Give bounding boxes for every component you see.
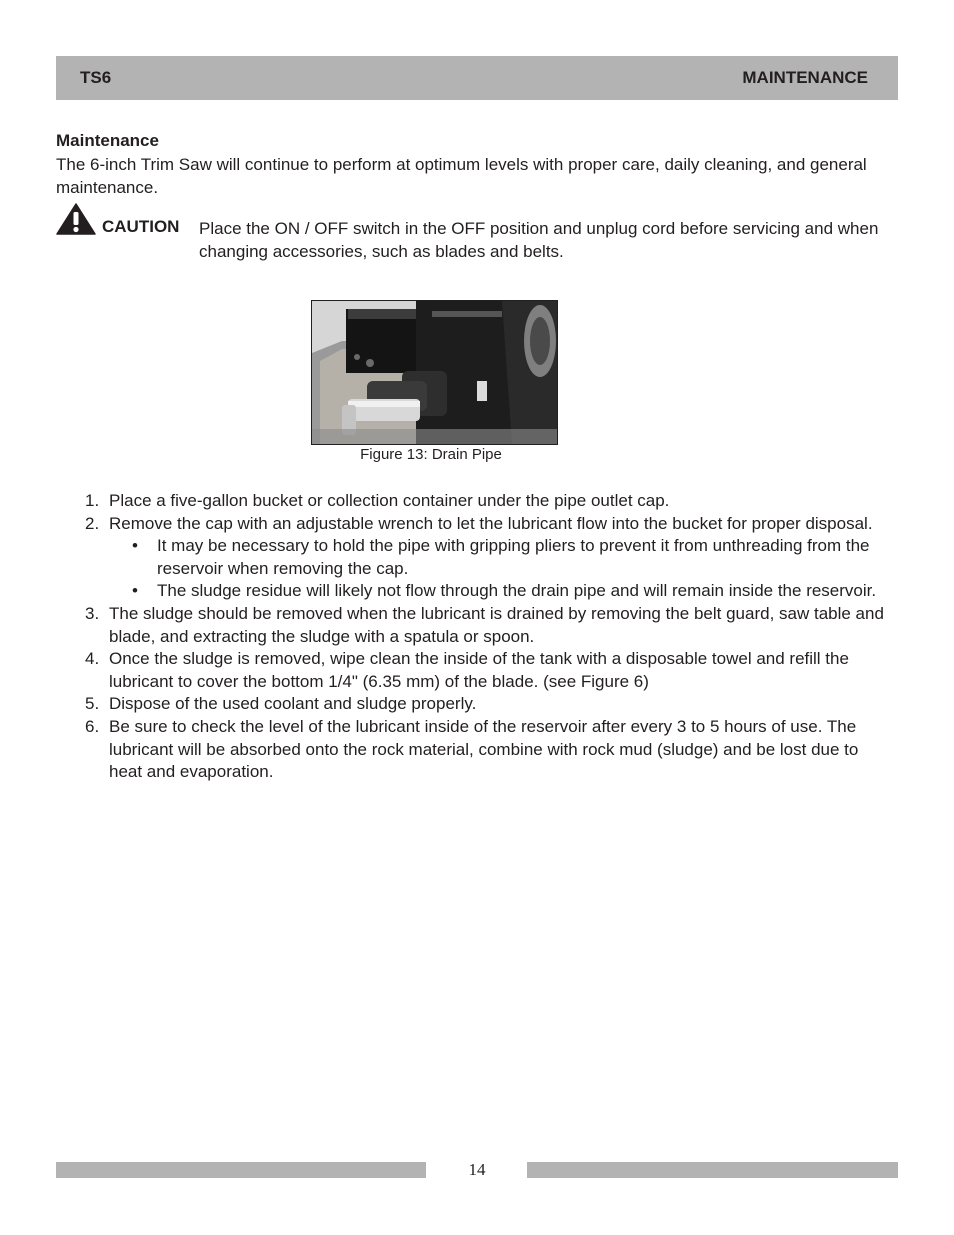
list-item <box>56 513 896 536</box>
step-number: 2. <box>85 513 100 533</box>
sub-bullet-text: It may be necessary to hold the pipe with gripping pliers to prevent it from unthreading from the reservoir when removing the cap. <box>157 536 870 578</box>
step-number: 6. <box>85 716 100 736</box>
list-item <box>56 603 896 648</box>
sub-bullet-item <box>56 535 896 580</box>
list-item <box>56 716 896 784</box>
caution-label: CAUTION <box>102 217 180 236</box>
footer-bar-right <box>527 1162 898 1178</box>
bullet-icon: • <box>132 536 138 556</box>
sub-bullet-item <box>56 580 896 603</box>
page-number: 14 <box>468 1160 486 1179</box>
maintenance-steps-list <box>56 490 896 784</box>
step-text: Place a five-gallon bucket or collection container under the pipe outlet cap. <box>109 491 670 510</box>
list-item <box>56 490 896 513</box>
sub-bullet-text: The sludge residue will likely not flow through the drain pipe and will remain inside the reservoir. <box>157 581 877 601</box>
step-text: The sludge should be removed when the lubricant is drained by removing the belt guard, saw table and blade, and extracting the sludge with a spatula or spoon. <box>109 603 884 646</box>
list-item <box>56 648 896 693</box>
figure-caption: Figure 13: Drain Pipe <box>360 446 502 463</box>
step-text: Remove the cap with an adjustable wrench to let the lubricant flow into the bucket for proper disposal. <box>109 513 873 533</box>
step-number: 5. <box>85 694 100 714</box>
footer-bar-left <box>56 1162 426 1178</box>
model-name: TS6 <box>80 68 112 87</box>
warning-triangle-icon <box>56 203 96 235</box>
section-name: MAINTENANCE <box>742 68 868 87</box>
step-number: 4. <box>85 649 100 669</box>
header-bar <box>56 56 898 100</box>
drain-pipe-photo <box>311 300 558 445</box>
step-text: Dispose of the used coolant and sludge properly. <box>109 694 477 714</box>
step-number: 1. <box>85 491 100 510</box>
page-title: Maintenance <box>56 131 159 150</box>
step-text: Once the sludge is removed, wipe clean the inside of the tank with a disposable towel and refill the lubricant to cover the bottom 1/4" (6.35 mm) of the blade. (see Figure 6) <box>109 649 849 691</box>
caution-text: Place the ON / OFF switch in the OFF position and unplug cord before servicing and when changing accessories, such as blades and belts. <box>199 219 879 261</box>
step-text: Be sure to check the level of the lubricant inside of the reservoir after every 3 to 5 hours of use. The lubricant will be absorbed onto the rock material, combine with rock mud (sludge) and be lost due to heat and evaporation. <box>109 716 859 782</box>
intro-paragraph: The 6-inch Trim Saw will continue to perform at optimum levels with proper care, daily cleaning, and general maintenance. <box>56 155 867 197</box>
bullet-icon: • <box>132 581 138 601</box>
step-number: 3. <box>85 603 100 623</box>
list-item <box>56 693 896 716</box>
